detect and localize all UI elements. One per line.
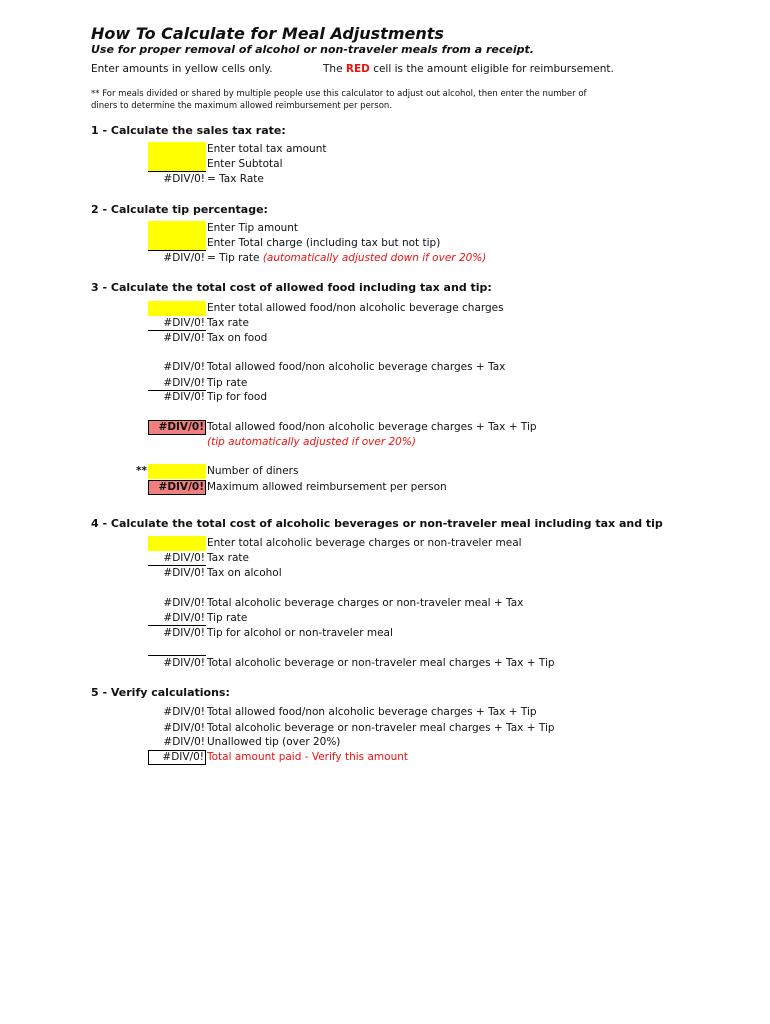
alcohol-charges-label: Enter total alcoholic beverage charges or non-traveler meal <box>207 537 522 549</box>
food-tip-rate-value: #DIV/0! <box>148 376 206 391</box>
subtotal-input[interactable] <box>148 157 206 172</box>
section-5-heading: 5 - Verify calculations: <box>91 686 230 699</box>
total-paid-value: #DIV/0! <box>148 750 206 765</box>
tip-rate-label <box>207 251 486 266</box>
subtotal-label: Enter Subtotal <box>207 158 283 170</box>
instr-red-word: RED <box>345 63 370 75</box>
food-charges-input[interactable] <box>148 301 206 316</box>
tip-for-alcohol-label: Tip for alcohol or non-traveler meal <box>207 627 393 639</box>
total-charge-input[interactable] <box>148 236 206 251</box>
diners-asterisks: ** <box>136 465 147 477</box>
tip-rate-note: (automatically adjusted down if over 20%) <box>262 252 487 264</box>
tip-for-alcohol-value: #DIV/0! <box>163 627 205 639</box>
note-line-1: ** For meals divided or shared by multiple people use this calculator to adjust out alcohol, then enter the number of <box>91 89 587 99</box>
section-3-heading: 3 - Calculate the total cost of allowed food including tax and tip: <box>91 281 492 294</box>
instr-rest: cell is the amount eligible for reimbursement. <box>373 63 614 75</box>
diners-input[interactable] <box>148 464 206 479</box>
instr-the: The <box>323 63 343 75</box>
alcohol-tip-rate-label: Tip rate <box>207 612 248 624</box>
tax-on-food-label: Tax on food <box>207 332 268 344</box>
food-total-note: (tip automatically adjusted if over 20%) <box>207 436 416 448</box>
instruction-yellow: Enter amounts in yellow cells only. <box>91 63 273 75</box>
verify-alcohol-label: Total alcoholic beverage or non-traveler meal charges + Tax + Tip <box>207 722 555 734</box>
tax-on-alcohol-label: Tax on alcohol <box>207 567 282 579</box>
alcohol-total-value: #DIV/0! <box>163 657 205 669</box>
tip-rate-text: = Tip rate <box>207 252 260 264</box>
alcohol-tax-rate-value: #DIV/0! <box>148 551 206 566</box>
tip-amount-input[interactable] <box>148 221 206 236</box>
tip-for-food-value: #DIV/0! <box>163 391 205 403</box>
alcohol-plus-tax-label: Total alcoholic beverage charges or non-traveler meal + Tax <box>207 597 524 609</box>
page-subtitle: Use for proper removal of alcohol or non-traveler meals from a receipt. <box>91 43 534 56</box>
alcohol-total-label: Total alcoholic beverage or non-traveler meal charges + Tax + Tip <box>207 657 555 669</box>
food-charges-label: Enter total allowed food/non alcoholic beverage charges <box>207 302 504 314</box>
section-2-heading: 2 - Calculate tip percentage: <box>91 203 268 216</box>
verify-food-label: Total allowed food/non alcoholic beverage charges + Tax + Tip <box>207 706 537 718</box>
tax-rate-label: = Tax Rate <box>207 173 264 185</box>
tip-rate-value: #DIV/0! <box>163 252 205 264</box>
food-tip-rate-label: Tip rate <box>207 377 248 389</box>
section-4-heading: 4 - Calculate the total cost of alcoholic beverages or non-traveler meal including tax and tip <box>91 517 663 530</box>
alcohol-tax-rate-label: Tax rate <box>207 552 249 564</box>
verify-alcohol-value: #DIV/0! <box>163 722 205 734</box>
food-plus-tax-label: Total allowed food/non alcoholic beverage charges + Tax <box>207 361 506 373</box>
instruction-red <box>323 63 614 75</box>
total-paid-label: Total amount paid - Verify this amount <box>207 751 408 763</box>
alcohol-tip-rate-value: #DIV/0! <box>148 611 206 626</box>
food-plus-tax-value: #DIV/0! <box>163 361 205 373</box>
tax-amount-input[interactable] <box>148 142 206 157</box>
diners-label: Number of diners <box>207 465 299 477</box>
tax-rate-value: #DIV/0! <box>163 173 205 185</box>
per-person-label: Maximum allowed reimbursement per person <box>207 481 447 493</box>
alcohol-plus-tax-value: #DIV/0! <box>163 597 205 609</box>
food-total-result: #DIV/0! <box>148 420 206 435</box>
tax-on-alcohol-value: #DIV/0! <box>163 567 205 579</box>
page-title: How To Calculate for Meal Adjustments <box>91 24 444 43</box>
alcohol-blank-line <box>148 641 206 656</box>
verify-food-value: #DIV/0! <box>163 706 205 718</box>
tip-amount-label: Enter Tip amount <box>207 222 299 234</box>
section-1-heading: 1 - Calculate the sales tax rate: <box>91 124 286 137</box>
food-tax-rate-label: Tax rate <box>207 317 249 329</box>
per-person-result: #DIV/0! <box>148 480 206 495</box>
tax-amount-label: Enter total tax amount <box>207 143 327 155</box>
note-line-2: diners to determine the maximum allowed reimbursement per person. <box>91 101 393 111</box>
tax-on-food-value: #DIV/0! <box>163 332 205 344</box>
unallowed-tip-label: Unallowed tip (over 20%) <box>207 736 341 748</box>
total-charge-label: Enter Total charge (including tax but not tip) <box>207 237 441 249</box>
unallowed-tip-value: #DIV/0! <box>163 736 205 748</box>
alcohol-charges-input[interactable] <box>148 536 206 551</box>
food-total-label: Total allowed food/non alcoholic beverage charges + Tax + Tip <box>207 421 537 433</box>
food-tax-rate-value: #DIV/0! <box>148 316 206 331</box>
tip-for-food-label: Tip for food <box>207 391 267 403</box>
